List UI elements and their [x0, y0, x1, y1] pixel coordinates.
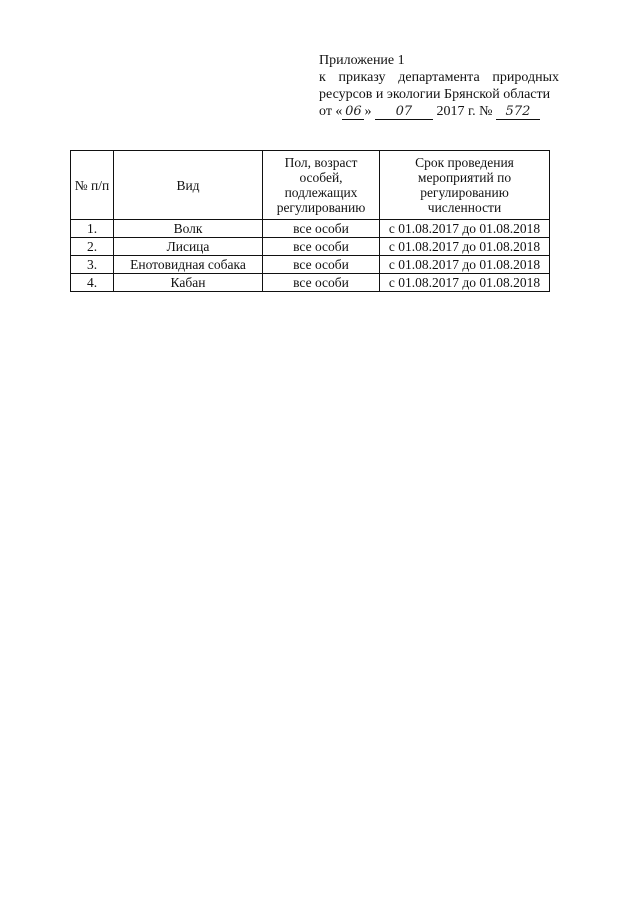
department-line: ресурсов и экологии Брянской области — [319, 87, 551, 102]
row-species: Кабан — [114, 274, 263, 292]
row-sex-age: все особи — [263, 256, 380, 274]
row-sex-age: все особи — [263, 220, 380, 238]
date-prefix: от « — [319, 104, 343, 119]
appendix-header — [319, 52, 559, 120]
header-num: № п/п — [71, 151, 114, 220]
order-word-3: департамента — [398, 70, 480, 85]
order-word-2: приказу — [338, 70, 386, 85]
row-num: 3. — [71, 256, 114, 274]
row-period: с 01.08.2017 до 01.08.2018 — [380, 274, 550, 292]
row-period: с 01.08.2017 до 01.08.2018 — [380, 238, 550, 256]
order-date-line — [319, 103, 559, 120]
row-sex-age: все особи — [263, 274, 380, 292]
table-header-row — [71, 151, 550, 220]
row-species: Енотовидная собака — [114, 256, 263, 274]
handwritten-order-number: 572 — [496, 105, 540, 120]
row-period: с 01.08.2017 до 01.08.2018 — [380, 256, 550, 274]
header-species: Вид — [114, 151, 263, 220]
row-num: 2. — [71, 238, 114, 256]
row-num: 4. — [71, 274, 114, 292]
row-num: 1. — [71, 220, 114, 238]
row-period: с 01.08.2017 до 01.08.2018 — [380, 220, 550, 238]
regulation-table — [70, 150, 550, 292]
table-row — [71, 220, 550, 238]
date-day-suffix: » — [364, 104, 372, 119]
handwritten-month: 07 — [375, 105, 433, 120]
table-row — [71, 274, 550, 292]
order-reference-line — [319, 69, 559, 86]
order-word-1: к — [319, 70, 326, 85]
header-sex-age: Пол, возраст особей, подлежащих регулированию — [263, 151, 380, 220]
row-species: Лисица — [114, 238, 263, 256]
row-sex-age: все особи — [263, 238, 380, 256]
row-species: Волк — [114, 220, 263, 238]
date-year-number: 2017 г. № — [436, 104, 493, 119]
order-word-4: природных — [492, 70, 559, 85]
header-period: Срок проведения мероприятий по регулированию численности — [380, 151, 550, 220]
appendix-title: Приложение 1 — [319, 53, 405, 68]
table-row — [71, 238, 550, 256]
table-row — [71, 256, 550, 274]
handwritten-day: 06 — [342, 105, 364, 120]
